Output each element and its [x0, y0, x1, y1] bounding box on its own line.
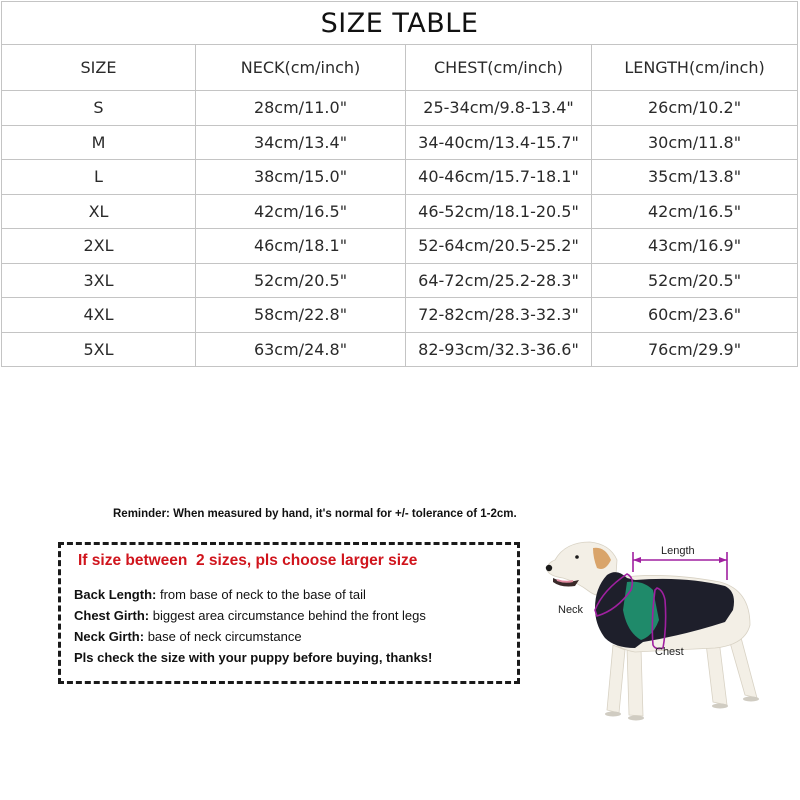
- table-row: [2, 263, 798, 298]
- cell-length: 60cm/23.6": [592, 298, 798, 333]
- cell-chest: 25-34cm/9.8-13.4": [406, 91, 592, 126]
- cell-size: 2XL: [2, 229, 196, 264]
- arrow-left-icon: [633, 557, 641, 563]
- cell-neck: 34cm/13.4": [196, 125, 406, 160]
- cell-neck: 38cm/15.0": [196, 160, 406, 195]
- arrow-right-icon: [719, 557, 727, 563]
- table-row: [2, 91, 798, 126]
- dog-measurement-diagram: [535, 530, 800, 730]
- cell-size: 5XL: [2, 332, 196, 367]
- cell-length: 43cm/16.9": [592, 229, 798, 264]
- cell-neck: 58cm/22.8": [196, 298, 406, 333]
- table-row: [2, 229, 798, 264]
- definition-neck-girth: [74, 626, 432, 647]
- definition-term: Back Length:: [74, 587, 157, 602]
- definition-term: Neck Girth:: [74, 629, 145, 644]
- cell-length: 30cm/11.8": [592, 125, 798, 160]
- measurement-definitions: [74, 584, 432, 668]
- cell-size: XL: [2, 194, 196, 229]
- cell-size: 4XL: [2, 298, 196, 333]
- size-table: [1, 1, 798, 367]
- dog-in-coat-illustration: [535, 530, 800, 730]
- cell-length: 35cm/13.8": [592, 160, 798, 195]
- cell-chest: 34-40cm/13.4-15.7": [406, 125, 592, 160]
- table-row: [2, 298, 798, 333]
- cell-neck: 42cm/16.5": [196, 194, 406, 229]
- definition-text: from base of neck to the base of tail: [156, 587, 366, 602]
- table-row: [2, 194, 798, 229]
- closing-note: Pls check the size with your puppy before buying, thanks!: [74, 650, 433, 665]
- cell-size: S: [2, 91, 196, 126]
- definition-back-length: [74, 584, 432, 605]
- table-row: [2, 160, 798, 195]
- col-header-neck: NECK(cm/inch): [196, 45, 406, 91]
- cell-chest: 72-82cm/28.3-32.3": [406, 298, 592, 333]
- cell-size: 3XL: [2, 263, 196, 298]
- col-header-size: SIZE: [2, 45, 196, 91]
- cell-chest: 46-52cm/18.1-20.5": [406, 194, 592, 229]
- cell-neck: 63cm/24.8": [196, 332, 406, 367]
- table-header-row: [2, 45, 798, 91]
- chest-label: Chest: [655, 646, 684, 658]
- cell-length: 42cm/16.5": [592, 194, 798, 229]
- table-row: [2, 332, 798, 367]
- table-title: SIZE TABLE: [2, 2, 798, 45]
- cell-chest: 82-93cm/32.3-36.6": [406, 332, 592, 367]
- neck-label: Neck: [558, 604, 584, 616]
- col-header-chest: CHEST(cm/inch): [406, 45, 592, 91]
- cell-length: 76cm/29.9": [592, 332, 798, 367]
- cell-length: 26cm/10.2": [592, 91, 798, 126]
- cell-neck: 28cm/11.0": [196, 91, 406, 126]
- cell-chest: 52-64cm/20.5-25.2": [406, 229, 592, 264]
- cell-neck: 52cm/20.5": [196, 263, 406, 298]
- cell-size: M: [2, 125, 196, 160]
- table-row: [2, 125, 798, 160]
- tolerance-reminder: Reminder: When measured by hand, it's normal for +/- tolerance of 1-2cm.: [113, 508, 517, 520]
- cell-length: 52cm/20.5": [592, 263, 798, 298]
- definition-chest-girth: [74, 605, 432, 626]
- cell-size: L: [2, 160, 196, 195]
- sizing-notice-box: [58, 542, 520, 684]
- definition-text: base of neck circumstance: [144, 629, 302, 644]
- definition-term: Chest Girth:: [74, 608, 150, 623]
- length-label: Length: [661, 545, 695, 557]
- cell-chest: 64-72cm/25.2-28.3": [406, 263, 592, 298]
- cell-chest: 40-46cm/15.7-18.1": [406, 160, 592, 195]
- col-header-length: LENGTH(cm/inch): [592, 45, 798, 91]
- definition-text: biggest area circumstance behind the front legs: [149, 608, 426, 623]
- cell-neck: 46cm/18.1": [196, 229, 406, 264]
- notice-title: If size between 2 sizes, pls choose larger size: [78, 552, 418, 569]
